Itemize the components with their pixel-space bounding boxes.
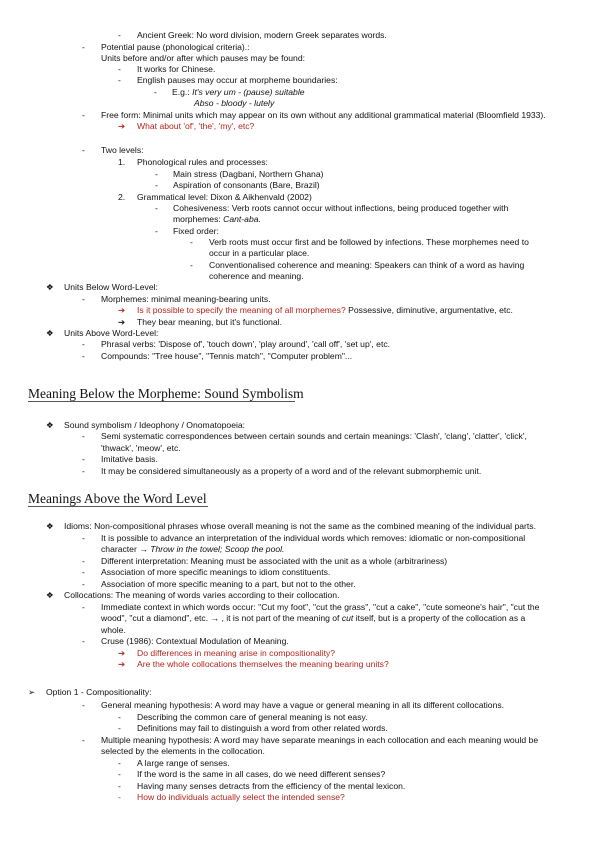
- text-line: [101, 613, 525, 624]
- text-line: [137, 317, 282, 328]
- list-marker: ❖: [46, 521, 54, 531]
- text-line: [194, 98, 274, 109]
- text-line: [101, 339, 390, 350]
- text-line: [173, 180, 320, 191]
- text-line: [64, 328, 158, 339]
- line-text: Main stress (Dagbani, Northern Ghana): [173, 169, 324, 179]
- text-line: [137, 659, 389, 670]
- line-text: itself, but is a property of the collocation as a: [353, 613, 526, 623]
- list-marker: -: [82, 110, 85, 120]
- line-text: Units Below Word-Level:: [64, 282, 158, 292]
- text-line: [173, 203, 508, 214]
- line-text: Describing the common care of general meaning is not easy.: [137, 712, 368, 722]
- list-marker: -: [118, 64, 121, 74]
- line-text: Is it possible to specify the meaning of all morphemes?: [137, 305, 346, 315]
- text-line: [173, 226, 219, 237]
- line-text: A large range of senses.: [137, 758, 230, 768]
- text-line: [209, 271, 304, 282]
- text-line: [101, 735, 538, 746]
- line-text: coherence and meaning.: [209, 271, 304, 281]
- text-line: [101, 431, 527, 442]
- line-text: Potential pause (phonological criteria).:: [101, 42, 250, 52]
- list-marker: ➔: [118, 121, 126, 131]
- line-text: Free form: Minimal units which may appear on its own without any additional grammatical material (Bloomfield 1933).: [101, 110, 546, 120]
- text-line: [101, 746, 265, 757]
- text-line: [137, 792, 345, 803]
- line-text: Different interpretation: Meaning must be associated with the unit as a whole (arbitrariness): [101, 556, 448, 566]
- line-text: Grammatical level: Dixon & Aikhenvald (2002): [137, 192, 312, 202]
- line-text: Units Above Word-Level:: [64, 328, 159, 338]
- italic-example: Throw in the towel; Scoop the pool.: [150, 544, 285, 554]
- section-heading-underline: [28, 506, 208, 507]
- line-text: E.g.:: [172, 87, 193, 97]
- list-marker: ➔: [118, 317, 126, 327]
- line-text: selected by the elements in the collocation.: [101, 746, 265, 756]
- list-marker: ❖: [46, 282, 54, 292]
- text-line: [101, 636, 289, 647]
- italic-example: Cant-aba.: [223, 214, 261, 224]
- line-text: Fixed order:: [173, 226, 219, 236]
- text-line: [101, 700, 504, 711]
- line-text: Aspiration of consonants (Bare, Brazil): [173, 180, 320, 190]
- list-marker: -: [155, 180, 158, 190]
- line-text: morphemes:: [173, 214, 224, 224]
- list-marker: ➔: [118, 659, 126, 669]
- line-text: Sound symbolism / Ideophony / Onomatopoeia:: [64, 420, 246, 430]
- list-marker: -: [82, 294, 85, 304]
- line-text: If the word is the same in all cases, do we need different senses?: [137, 769, 386, 779]
- line-text: Phonological rules and processes:: [137, 157, 268, 167]
- text-line: [137, 30, 387, 41]
- list-marker: -: [155, 226, 158, 236]
- list-marker: -: [82, 533, 85, 543]
- line-text: What about 'of', 'the', 'my', etc?: [137, 121, 255, 131]
- line-text: It works for Chinese.: [137, 64, 216, 74]
- list-marker: -: [82, 351, 85, 361]
- text-line: [137, 192, 312, 203]
- list-marker: -: [82, 579, 85, 589]
- line-text: Idioms: Non-compositional phrases whose overall meaning is not the same as the combined meaning of the individual parts.: [64, 521, 536, 531]
- italic-example: It's very um - (pause) suitable: [192, 87, 305, 97]
- text-line: [209, 237, 529, 248]
- list-marker: -: [82, 145, 85, 155]
- line-text: English pauses may occur at morpheme boundaries:: [137, 75, 338, 85]
- list-marker: -: [118, 30, 121, 40]
- italic-example: cut: [341, 613, 354, 623]
- text-line: [64, 590, 339, 601]
- section-heading: Meanings Above the Word Level: [28, 491, 207, 506]
- text-line: [137, 157, 268, 168]
- text-line: [173, 169, 323, 180]
- text-line: [64, 420, 245, 431]
- list-marker: ❖: [46, 328, 54, 338]
- list-marker: -: [155, 203, 158, 213]
- list-marker: -: [82, 735, 85, 745]
- line-text: Units before and/or after which pauses may be found:: [101, 53, 305, 63]
- text-line: [137, 305, 513, 316]
- list-marker: ➔: [118, 648, 126, 658]
- line-text: Association of more specific meanings to idiom constituents.: [101, 567, 331, 577]
- line-text: Semi systematic correspondences between certain sounds and certain meanings: 'Clash', 'clang', 'clatter', 'click',: [101, 431, 527, 441]
- line-text: How do individuals actually select the intended sense?: [137, 792, 345, 802]
- text-line: [101, 42, 250, 53]
- line-text: Verb roots must occur first and be followed by infections. These morphemes need to: [209, 237, 529, 247]
- text-line: [137, 723, 388, 734]
- text-line: [101, 351, 352, 362]
- line-text: Two levels:: [101, 145, 144, 155]
- list-marker: ➢: [28, 687, 36, 697]
- text-line: [101, 567, 330, 578]
- line-text: whole.: [101, 625, 126, 635]
- line-text: Ancient Greek: No word division, modern Greek separates words.: [137, 30, 387, 40]
- list-marker: -: [190, 260, 193, 270]
- line-text: Possessive, diminutive, argumentative, etc.: [345, 305, 513, 315]
- text-line: [64, 521, 536, 532]
- list-marker: 1.: [118, 157, 126, 167]
- line-text: wood", "cut a diamond", etc. → , it is not part of the meaning of: [101, 613, 342, 623]
- line-text: Association of more specific meaning to a part, but not to the other.: [101, 579, 356, 589]
- line-text: General meaning hypothesis: A word may have a vague or general meaning in all its different collocations.: [101, 700, 505, 710]
- text-line: [137, 75, 338, 86]
- line-text: Compounds: "Tree house", "Tennis match", "Computer problem"...: [101, 351, 353, 361]
- list-marker: -: [82, 466, 85, 476]
- text-line: [101, 53, 305, 64]
- text-line: [137, 712, 368, 723]
- line-text: Cohesiveness: Verb roots cannot occur without inflections, being produced together with: [173, 203, 509, 213]
- text-line: [101, 294, 271, 305]
- text-line: [101, 533, 525, 544]
- list-marker: -: [82, 700, 85, 710]
- list-marker: -: [190, 237, 193, 247]
- text-line: [137, 781, 405, 792]
- text-line: [137, 758, 230, 769]
- line-text: 'thwack', 'meow', etc.: [101, 443, 181, 453]
- italic-example: Abso - bloody - lutely: [194, 98, 275, 108]
- line-text: character →: [101, 544, 151, 554]
- line-text: Phrasal verbs: 'Dispose of', 'touch down', 'play around', 'call off', 'set up', etc.: [101, 339, 391, 349]
- list-marker: -: [82, 42, 85, 52]
- list-marker: -: [118, 792, 121, 802]
- list-marker: -: [82, 431, 85, 441]
- list-marker: ❖: [46, 590, 54, 600]
- text-line: [101, 602, 539, 613]
- list-marker: -: [82, 339, 85, 349]
- line-text: Morphemes: minimal meaning-bearing units.: [101, 294, 271, 304]
- line-text: Imitative basis.: [101, 454, 158, 464]
- list-marker: 2.: [118, 192, 126, 202]
- line-text: Multiple meaning hypothesis: A word may have separate meanings in each collocation and each meaning would be: [101, 735, 539, 745]
- text-line: [173, 214, 261, 225]
- line-text: It is possible to advance an interpretation of the individual words which removes: idiomatic or non-compositional: [101, 533, 526, 543]
- text-line: [209, 260, 524, 271]
- text-line: [101, 466, 481, 477]
- line-text: Are the whole collocations themselves the meaning bearing units?: [137, 659, 389, 669]
- section-heading: Meaning Below the Morpheme: Sound Symbolism: [28, 386, 304, 401]
- line-text: Definitions may fail to distinguish a word from other related words.: [137, 723, 388, 733]
- text-line: [101, 110, 546, 121]
- text-line: [137, 64, 215, 75]
- list-marker: -: [154, 87, 157, 97]
- list-marker: -: [118, 712, 121, 722]
- list-marker: -: [118, 758, 121, 768]
- list-marker: -: [118, 723, 121, 733]
- text-line: [101, 579, 356, 590]
- line-text: Collocations: The meaning of words varies according to their collocation.: [64, 590, 340, 600]
- list-marker: -: [82, 636, 85, 646]
- text-line: [101, 443, 181, 454]
- list-marker: -: [82, 454, 85, 464]
- line-text: They bear meaning, but it's functional.: [137, 317, 282, 327]
- list-marker: -: [82, 602, 85, 612]
- list-marker: -: [118, 781, 121, 791]
- text-line: [46, 687, 152, 698]
- text-line: [101, 454, 158, 465]
- line-text: Immediate context in which words occur: "Cut my foot", "cut the grass", "cut a cake", "cute someone's hair", "cut the: [101, 602, 540, 612]
- list-marker: -: [82, 567, 85, 577]
- line-text: Conventionalised coherence and meaning: Speakers can think of a word as having: [209, 260, 525, 270]
- text-line: [209, 248, 309, 259]
- list-marker: ❖: [46, 420, 54, 430]
- line-text: It may be considered simultaneously as a property of a word and of the relevant submorphemic unit.: [101, 466, 482, 476]
- list-marker: ➔: [118, 305, 126, 315]
- text-line: [101, 625, 126, 636]
- text-line: [101, 556, 447, 567]
- list-marker: -: [155, 169, 158, 179]
- text-line: [137, 648, 335, 659]
- text-line: [64, 282, 158, 293]
- text-line: [101, 145, 144, 156]
- line-text: Having many senses detracts from the efficiency of the mental lexicon.: [137, 781, 406, 791]
- line-text: Cruse (1986): Contextual Modulation of Meaning.: [101, 636, 289, 646]
- line-text: Option 1 - Compositionality:: [46, 687, 152, 697]
- list-marker: -: [82, 556, 85, 566]
- list-marker: -: [118, 75, 121, 85]
- text-line: [172, 87, 305, 98]
- text-line: [101, 544, 284, 555]
- list-marker: -: [118, 769, 121, 779]
- text-line: [137, 769, 385, 780]
- line-text: occur in a particular place.: [209, 248, 310, 258]
- text-line: [137, 121, 254, 132]
- line-text: Do differences in meaning arise in compositionality?: [137, 648, 336, 658]
- section-heading-underline: [28, 401, 295, 402]
